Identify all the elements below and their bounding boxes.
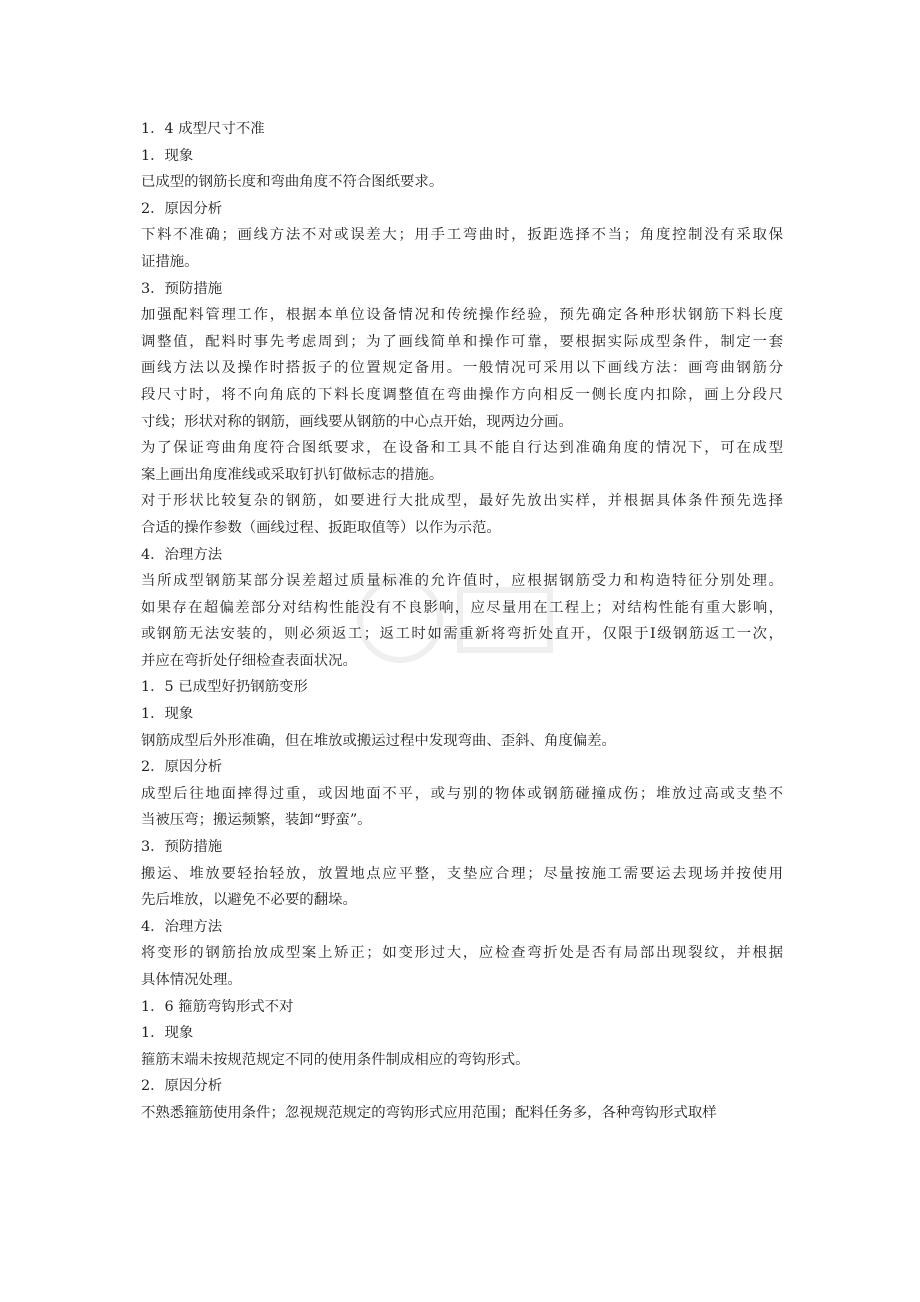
subsection-heading: 3．预防措施 <box>141 280 223 297</box>
paragraph-line: 证措施。 <box>141 253 199 270</box>
paragraph-line: 案上画出角度准线或采取钉扒钉做标志的措施。 <box>141 466 444 483</box>
paragraph-line: 具体情况处理。 <box>141 972 242 988</box>
subsection-heading: 4．治理方法 <box>141 546 223 563</box>
subsection-heading: 3．预防措施 <box>141 839 223 856</box>
document-body <box>141 116 783 1127</box>
subsection-heading: 2．原因分析 <box>141 1078 223 1095</box>
paragraph-line: 段尺寸时，将不向角底的下料长度调整值在弯曲操作方向相反一侧长度内扣除，画上分段尺 <box>141 386 783 403</box>
paragraph-line: 将变形的钢筋抬放成型案上矫正；如变形过大，应检查弯折处是否有局部出现裂纹，并根据 <box>141 945 783 962</box>
section-heading: 1．6 箍筋弯钩形式不对 <box>141 998 294 1015</box>
paragraph-line: 合适的操作参数（画线过程、扳距取值等）以作为示范。 <box>141 519 501 536</box>
subsection-heading: 1．现象 <box>141 1025 194 1042</box>
subsection-heading: 2．原因分析 <box>141 200 223 217</box>
paragraph-line: 搬运、堆放要轻抬轻放，放置地点应平整，支垫应合理；尽量按施工需要运去现场并按使用 <box>141 865 783 882</box>
paragraph-line: 对于形状比较复杂的钢筋，如要进行大批成型，最好先放出实样，并根据具体条件预先选择 <box>141 493 783 510</box>
subsection-heading: 1．现象 <box>141 147 194 164</box>
paragraph-line: 下料不准确；画线方法不对或误差大；用手工弯曲时，扳距选择不当；角度控制没有采取保 <box>141 227 783 244</box>
paragraph-line: 已成型的钢筋长度和弯曲角度不符合图纸要求。 <box>141 174 444 191</box>
paragraph-line: 加强配料管理工作，根据本单位设备情况和传统操作经验，预先确定各种形状钢筋下料长度 <box>141 307 783 324</box>
paragraph-line: 成型后往地面摔得过重，或因地面不平，或与别的物体或钢筋碰撞成伤；堆放过高或支垫不 <box>141 785 783 802</box>
paragraph-line: 箍筋末端未按规范规定不同的使用条件制成相应的弯钩形式。 <box>141 1051 530 1068</box>
paragraph-line: 当所成型钢筋某部分误差超过质量标准的允许值时，应根据钢筋受力和构造特征分别处理。 <box>141 573 783 590</box>
subsection-heading: 4．治理方法 <box>141 918 223 935</box>
paragraph-line: 为了保证弯曲角度符合图纸要求，在设备和工具不能自行达到准确角度的情况下，可在成型 <box>141 440 783 457</box>
paragraph-line: 并应在弯折处仔细检查表面状况。 <box>141 652 357 669</box>
section-heading: 1．5 已成型好扔钢筋变形 <box>141 679 308 696</box>
paragraph-line: 不熟悉箍筋使用条件；忽视规范规定的弯钩形式应用范围；配料任务多，各种弯钩形式取样 <box>141 1104 717 1121</box>
paragraph-line: 寸线；形状对称的钢筋，画线要从钢筋的中心点开始，现两边分画。 <box>141 413 573 430</box>
paragraph-line: 调整值，配料时事先考虑周到；为了画线简单和操作可靠，要根据实际成型条件，制定一套 <box>141 333 783 350</box>
paragraph-line: 如果存在超偏差部分对结构性能没有不良影响，应尽量用在工程上；对结构性能有重大影响， <box>141 599 783 616</box>
subsection-heading: 1．现象 <box>141 706 194 723</box>
paragraph-line: 当被压弯；搬运频繁，装卸“野蛮”。 <box>141 812 372 829</box>
subsection-heading: 2．原因分析 <box>141 759 223 776</box>
section-heading: 1．4 成型尺寸不准 <box>141 121 265 137</box>
paragraph-line: 画线方法以及操作时搭扳子的位置规定备用。一般情况可采用以下画线方法：画弯曲钢筋分 <box>141 360 783 377</box>
paragraph-line: 或钢筋无法安装的，则必须返工；返工时如需重新将弯折处直开，仅限于Ⅰ级钢筋返工一次， <box>141 626 783 643</box>
paragraph-line: 钢筋成型后外形准确，但在堆放或搬运过程中发现弯曲、歪斜、角度偏差。 <box>141 732 616 749</box>
paragraph-line: 先后堆放，以避免不必要的翻垛。 <box>141 892 357 909</box>
